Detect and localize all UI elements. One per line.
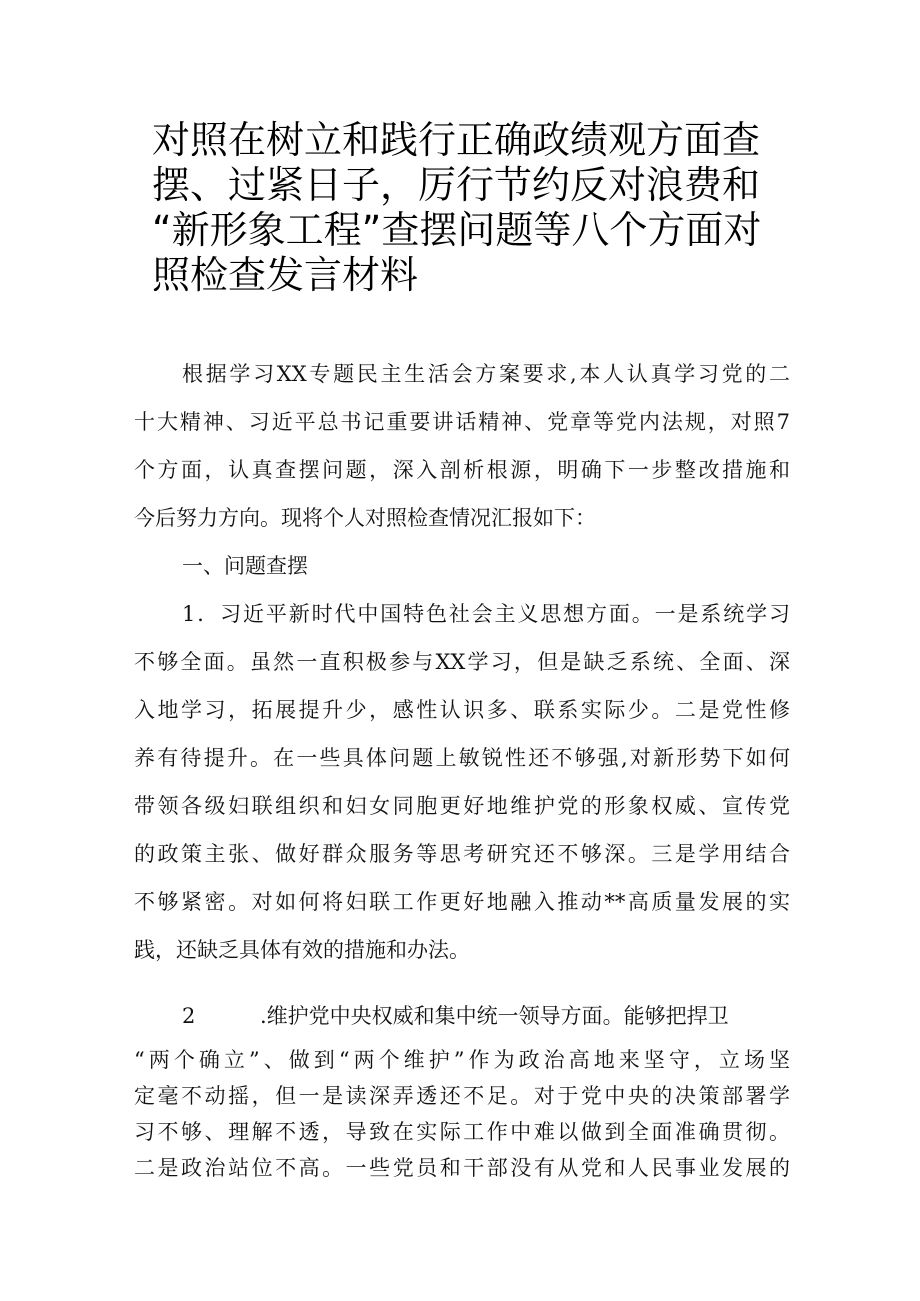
item-number: 2 [182, 1004, 196, 1028]
paragraph-line: 十大精神、习近平总书记重要讲话精神、党章等党内法规，对照7 [134, 410, 790, 434]
paragraph-line: 根据学习XX专题民主生活会方案要求,本人认真学习党的二 [182, 362, 790, 386]
paragraph-line: 入地学习，拓展提升少，感性认识多、联系实际少。二是党性修 [134, 698, 790, 722]
paragraph-line: 不够紧密。对如何将妇联工作更好地融入推动**高质量发展的实 [134, 890, 790, 914]
intro-paragraph [134, 350, 790, 542]
paragraph-line: 个方面，认真查摆问题，深入剖析根源，明确下一步整改措施和 [134, 458, 790, 482]
paragraph-line: 养有待提升。在一些具体问题上敏锐性还不够强,对新形势下如何 [134, 746, 790, 770]
paragraph-line: “两个确立”、做到“两个维护”作为政治高地来坚守，立场坚 [134, 1048, 790, 1072]
title-line: 对照在树立和践行正确政绩观方面查 [152, 118, 761, 162]
item-2-paragraph [134, 990, 790, 1186]
title-line: “新形象工程”查摆问题等八个方面对 [152, 208, 762, 252]
paragraph-line: 带领各级妇联组织和妇女同胞更好地维护党的形象权威、宣传党 [134, 794, 790, 818]
title-line: 照检查发言材料 [152, 253, 419, 297]
paragraph-line: 习不够、理解不透，导致在实际工作中难以做到全面准确贯彻。 [134, 1120, 790, 1144]
paragraph-line: 的政策主张、做好群众服务等思考研究还不够深。三是学用结合 [134, 842, 790, 866]
paragraph-line: 定毫不动摇，但一是读深弄透还不足。对于党中央的决策部署学 [134, 1084, 790, 1108]
paragraph-line: 1．习近平新时代中国特色社会主义思想方面。一是系统学习 [182, 602, 790, 626]
paragraph-line: 二是政治站位不高。一些党员和干部没有从党和人民事业发展的 [134, 1156, 790, 1180]
paragraph-line: 今后努力方向。现将个人对照检查情况汇报如下： [134, 506, 596, 530]
paragraph-line: 不够全面。虽然一直积极参与XX学习，但是缺乏系统、全面、深 [134, 650, 790, 674]
section-heading: 一、问题查摆 [182, 554, 308, 578]
paragraph-line: 践，还缺乏具体有效的措施和办法。 [134, 938, 470, 962]
item-1-paragraph [134, 590, 790, 974]
title-line: 摆、过紧日子，厉行节约反对浪费和 [152, 163, 761, 207]
paragraph-line [134, 990, 790, 1042]
document-title [152, 118, 792, 298]
paragraph-text: .维护党中央权威和集中统一领导方面。能够把捍卫 [260, 1004, 729, 1028]
document-body [134, 350, 790, 974]
